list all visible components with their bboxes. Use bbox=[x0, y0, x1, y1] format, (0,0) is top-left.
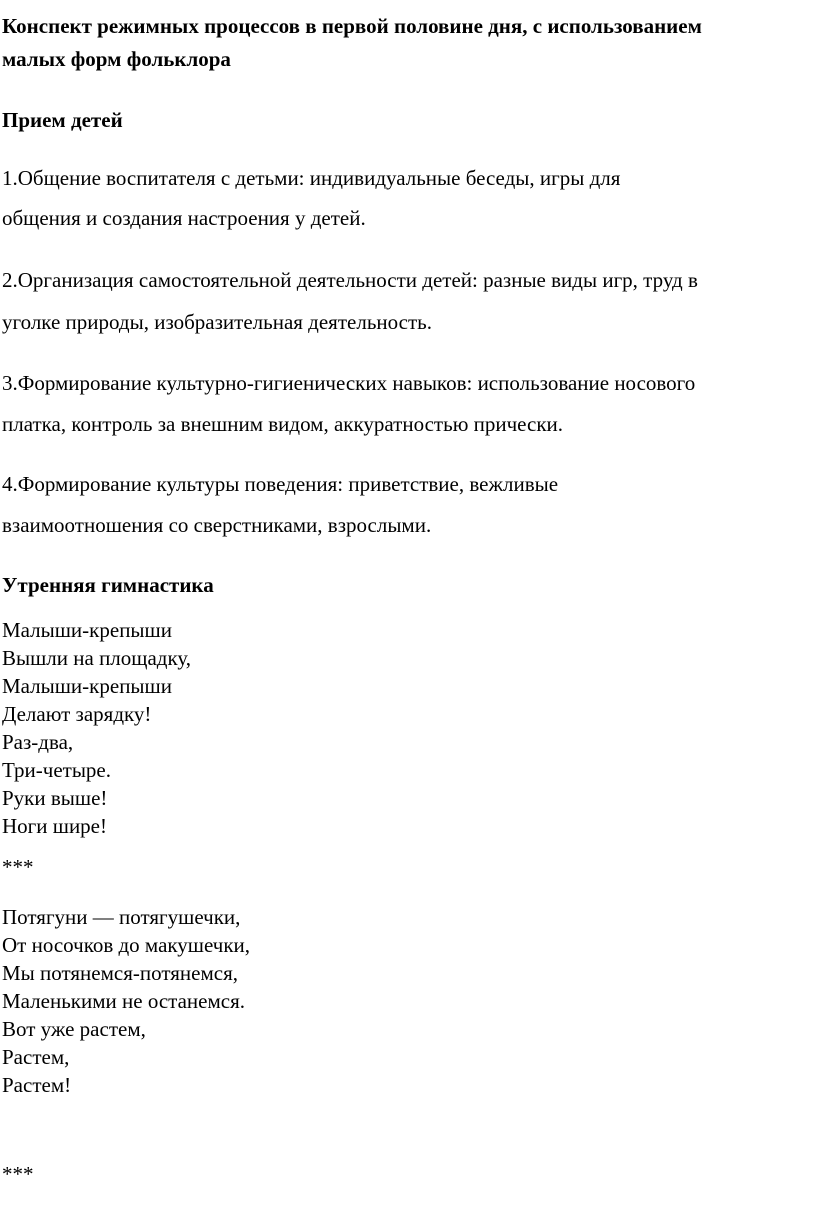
poem-2-line: Растем, bbox=[2, 1045, 70, 1069]
reception-item-1-line-1: 1.Общение воспитателя с детьми: индивидуальные беседы, игры для bbox=[2, 166, 621, 190]
reception-item-4-line-1: 4.Формирование культуры поведения: приветствие, вежливые bbox=[2, 472, 559, 496]
poem-1-line: Малыши-крепыши bbox=[2, 674, 172, 698]
poem-1 bbox=[2, 616, 191, 840]
poem-2-line: Растем! bbox=[2, 1073, 72, 1097]
poem-2-line: Потягуни — потягушечки, bbox=[2, 905, 241, 929]
reception-item-2-line-1: 2.Организация самостоятельной деятельности детей: разные виды игр, труд в bbox=[2, 268, 698, 292]
poem-2-line: Маленькими не останемся. bbox=[2, 989, 245, 1013]
poem-2-line: Вот уже растем, bbox=[2, 1017, 146, 1041]
poem-1-line: Делают зарядку! bbox=[2, 702, 152, 726]
poem-1-line: Раз-два, bbox=[2, 730, 74, 754]
reception-item-3-line-2: платка, контроль за внешним видом, аккуратностью прически. bbox=[2, 412, 564, 436]
poem-2 bbox=[2, 903, 250, 1099]
reception-item-4-line-2: взаимоотношения со сверстниками, взрослыми. bbox=[2, 513, 432, 537]
document-title-line-2: малых форм фольклора bbox=[2, 47, 231, 71]
separator-stars-2: *** bbox=[2, 1162, 34, 1186]
reception-item-2-line-2: уголке природы, изобразительная деятельность. bbox=[2, 310, 432, 334]
reception-item-3-line-1: 3.Формирование культурно-гигиенических навыков: использование носового bbox=[2, 371, 696, 395]
poem-2-line: Мы потянемся-потянемся, bbox=[2, 961, 238, 985]
poem-2-line: От носочков до макушечки, bbox=[2, 933, 251, 957]
poem-1-line: Малыши-крепыши bbox=[2, 618, 172, 642]
separator-stars-1: *** bbox=[2, 855, 34, 879]
document-title-line-1: Конспект режимных процессов в первой половине дня, с использованием bbox=[2, 14, 702, 38]
section-heading-gymnastics: Утренняя гимнастика bbox=[2, 573, 214, 597]
poem-1-line: Руки выше! bbox=[2, 786, 108, 810]
poem-1-line: Вышли на площадку, bbox=[2, 646, 192, 670]
poem-1-line: Ноги шире! bbox=[2, 814, 107, 838]
poem-1-line: Три-четыре. bbox=[2, 758, 111, 782]
reception-item-1-line-2: общения и создания настроения у детей. bbox=[2, 206, 366, 230]
section-heading-reception: Прием детей bbox=[2, 108, 123, 132]
